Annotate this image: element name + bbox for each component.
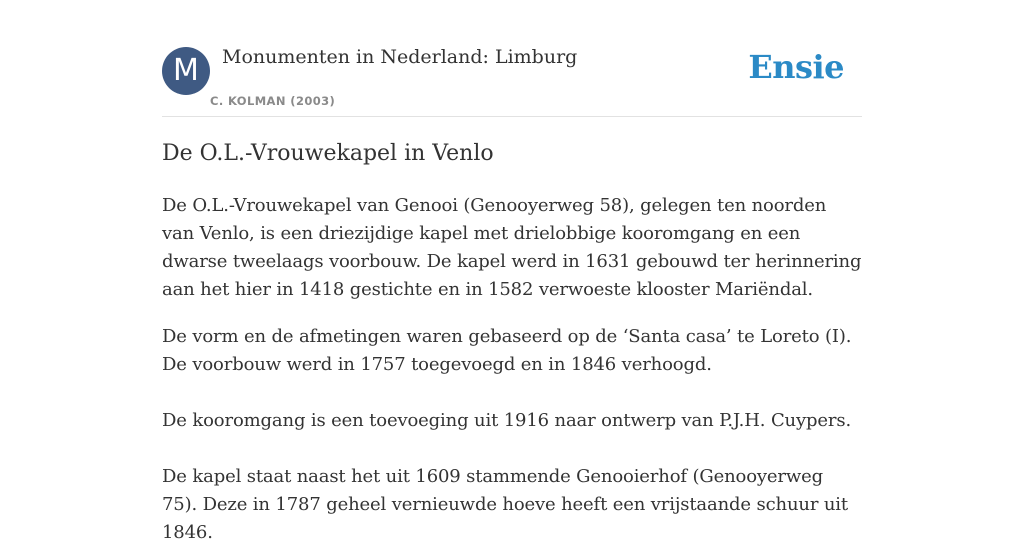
article-paragraph: De vorm en de afmetingen waren gebaseerd op de ‘Santa casa’ te Loreto (I). De voorbouw werd in 1757 toegevoegd en in 1846 verhoogd.	[162, 326, 852, 375]
ensie-logo-link[interactable]: Ensie	[748, 48, 844, 86]
article	[162, 138, 862, 543]
article-paragraph: De O.L.-Vrouwekapel van Genooi (Genooyerweg 58), gelegen ten noorden van Venlo, is een driezijdige kapel met drielobbige kooromgang en een dwarse tweelaags voorbouw. De kapel werd in 1631 gebouwd ter herinnering aan het hier in 1418 gestichte en in 1582 verwoeste klooster Mariëndal.	[162, 195, 862, 300]
article-paragraph: De kooromgang is een toevoeging uit 1916 naar ontwerp van P.J.H. Cuypers.	[162, 410, 852, 431]
author-credit: C. KOLMAN (2003)	[210, 94, 336, 108]
source-avatar[interactable]: M	[162, 47, 210, 95]
article-paragraph: De kapel staat naast het uit 1609 stammende Genooierhof (Genooyerweg 75). Deze in 1787 geheel vernieuwde hoeve heeft een vrijstaande schuur uit 1846.	[162, 466, 848, 543]
source-header	[162, 36, 862, 117]
article-title: De O.L.-Vrouwekapel in Venlo	[162, 141, 494, 166]
source-title[interactable]: Monumenten in Nederland: Limburg	[222, 46, 578, 68]
